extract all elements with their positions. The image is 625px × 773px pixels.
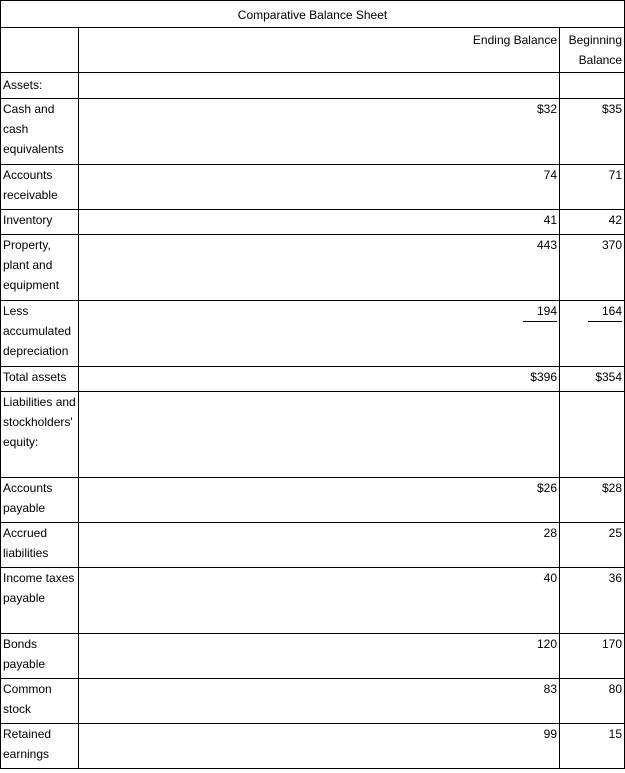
- row-label: Cash and cash equivalents: [1, 99, 79, 165]
- beginning-value: 25: [560, 523, 625, 568]
- beginning-value: 71: [560, 165, 625, 210]
- table-row: [1, 568, 625, 634]
- beginning-value: $28: [560, 478, 625, 523]
- beginning-value: $354: [560, 367, 625, 392]
- row-label: Common stock: [1, 679, 79, 724]
- ending-balance-header: Ending Balance: [79, 28, 560, 73]
- row-label: Property, plant and equipment: [1, 235, 79, 301]
- ending-underlined-value: 194: [523, 301, 557, 322]
- ending-value: 83: [79, 679, 560, 724]
- table-row: [1, 367, 625, 392]
- ending-value: [79, 73, 560, 99]
- beginning-value: 170: [560, 634, 625, 679]
- ending-value: $26: [79, 478, 560, 523]
- beginning-balance-header: Beginning Balance: [560, 28, 625, 73]
- row-label: Less accumulated depreciation: [1, 301, 79, 367]
- header-row: [1, 28, 625, 73]
- header-blank: [1, 28, 79, 73]
- table-row: [1, 165, 625, 210]
- beginning-value: 80: [560, 679, 625, 724]
- beginning-value: [560, 73, 625, 99]
- table-row: [1, 724, 625, 769]
- title-row: [1, 1, 625, 28]
- beginning-value: 15: [560, 724, 625, 769]
- table-row: [1, 634, 625, 679]
- table-row: [1, 73, 625, 99]
- beginning-value: $35: [560, 99, 625, 165]
- row-label: Accounts receivable: [1, 165, 79, 210]
- beginning-value: 42: [560, 210, 625, 235]
- table-row: [1, 478, 625, 523]
- ending-value: 40: [79, 568, 560, 634]
- table-row: [1, 235, 625, 301]
- beginning-value: 370: [560, 235, 625, 301]
- beginning-underlined-value: 164: [588, 301, 622, 322]
- ending-value: 28: [79, 523, 560, 568]
- table-row: [1, 392, 625, 478]
- row-label: Accrued liabilities: [1, 523, 79, 568]
- row-label: Inventory: [1, 210, 79, 235]
- ending-value: 99: [79, 724, 560, 769]
- ending-value: [79, 301, 560, 367]
- ending-value: [79, 392, 560, 478]
- table-row: [1, 210, 625, 235]
- row-label: Total assets: [1, 367, 79, 392]
- ending-value: 41: [79, 210, 560, 235]
- table-row: [1, 301, 625, 367]
- table-title: Comparative Balance Sheet: [1, 1, 625, 28]
- row-label: Retained earnings: [1, 724, 79, 769]
- row-label: Accounts payable: [1, 478, 79, 523]
- row-label: Income taxes payable: [1, 568, 79, 634]
- beginning-value: 36: [560, 568, 625, 634]
- table-row: [1, 99, 625, 165]
- table-row: [1, 679, 625, 724]
- beginning-value: [560, 301, 625, 367]
- ending-value: 74: [79, 165, 560, 210]
- ending-value: 443: [79, 235, 560, 301]
- ending-value: $32: [79, 99, 560, 165]
- row-label: Liabilities and stockholders' equity:: [1, 392, 79, 478]
- row-label: Bonds payable: [1, 634, 79, 679]
- beginning-value: [560, 392, 625, 478]
- ending-value: 120: [79, 634, 560, 679]
- row-label: Assets:: [1, 73, 79, 99]
- table-row: [1, 523, 625, 568]
- ending-value: $396: [79, 367, 560, 392]
